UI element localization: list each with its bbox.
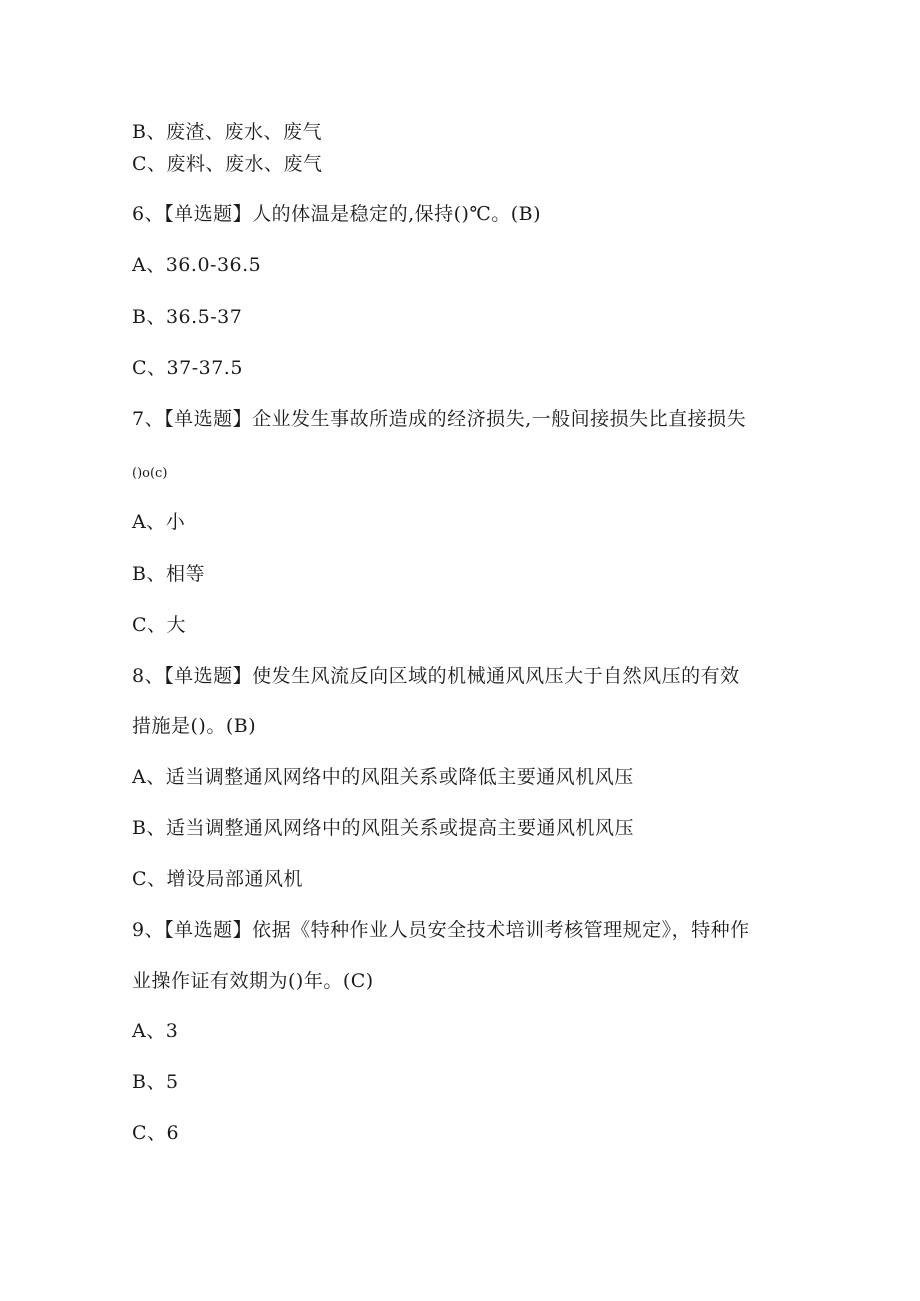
q7-option-b: B、相等 — [132, 563, 205, 585]
q9-question-cont: 业操作证有效期为()年。(C) — [132, 970, 374, 992]
q8-question-cont: 措施是()。(B) — [132, 715, 257, 737]
q7-question: 7、【单选题】企业发生事故所造成的经济损失,一般间接损失比直接损失 — [132, 408, 747, 430]
q5-option-c: C、废料、废水、废气 — [132, 153, 323, 175]
q6-question: 6、【单选题】人的体温是稳定的,保持()℃。(B) — [132, 203, 541, 225]
q8-option-a: A、适当调整通风网络中的风阻关系或降低主要通风机风压 — [132, 766, 634, 788]
q7-question-cont: ()o(c) — [132, 466, 168, 481]
q9-option-a: A、3 — [132, 1020, 179, 1042]
q8-option-b: B、适当调整通风网络中的风阻关系或提高主要通风机风压 — [132, 817, 634, 839]
q8-question: 8、【单选题】使发生风流反向区域的机械通风风压大于自然风压的有效 — [132, 665, 740, 687]
q8-option-c: C、增设局部通风机 — [132, 868, 304, 890]
q7-option-a: A、小 — [132, 511, 186, 533]
q6-option-c: C、37-37.5 — [132, 357, 243, 379]
q9-question: 9、【单选题】依据《特种作业人员安全技术培训考核管理规定》，特种作 — [132, 919, 750, 941]
q6-option-a: A、36.0-36.5 — [132, 254, 262, 276]
q9-option-c: C、6 — [132, 1122, 180, 1144]
q9-option-b: B、5 — [132, 1071, 179, 1093]
q7-option-c: C、大 — [132, 614, 187, 636]
q6-option-b: B、36.5-37 — [132, 306, 243, 328]
q5-option-b: B、废渣、废水、废气 — [132, 121, 322, 143]
